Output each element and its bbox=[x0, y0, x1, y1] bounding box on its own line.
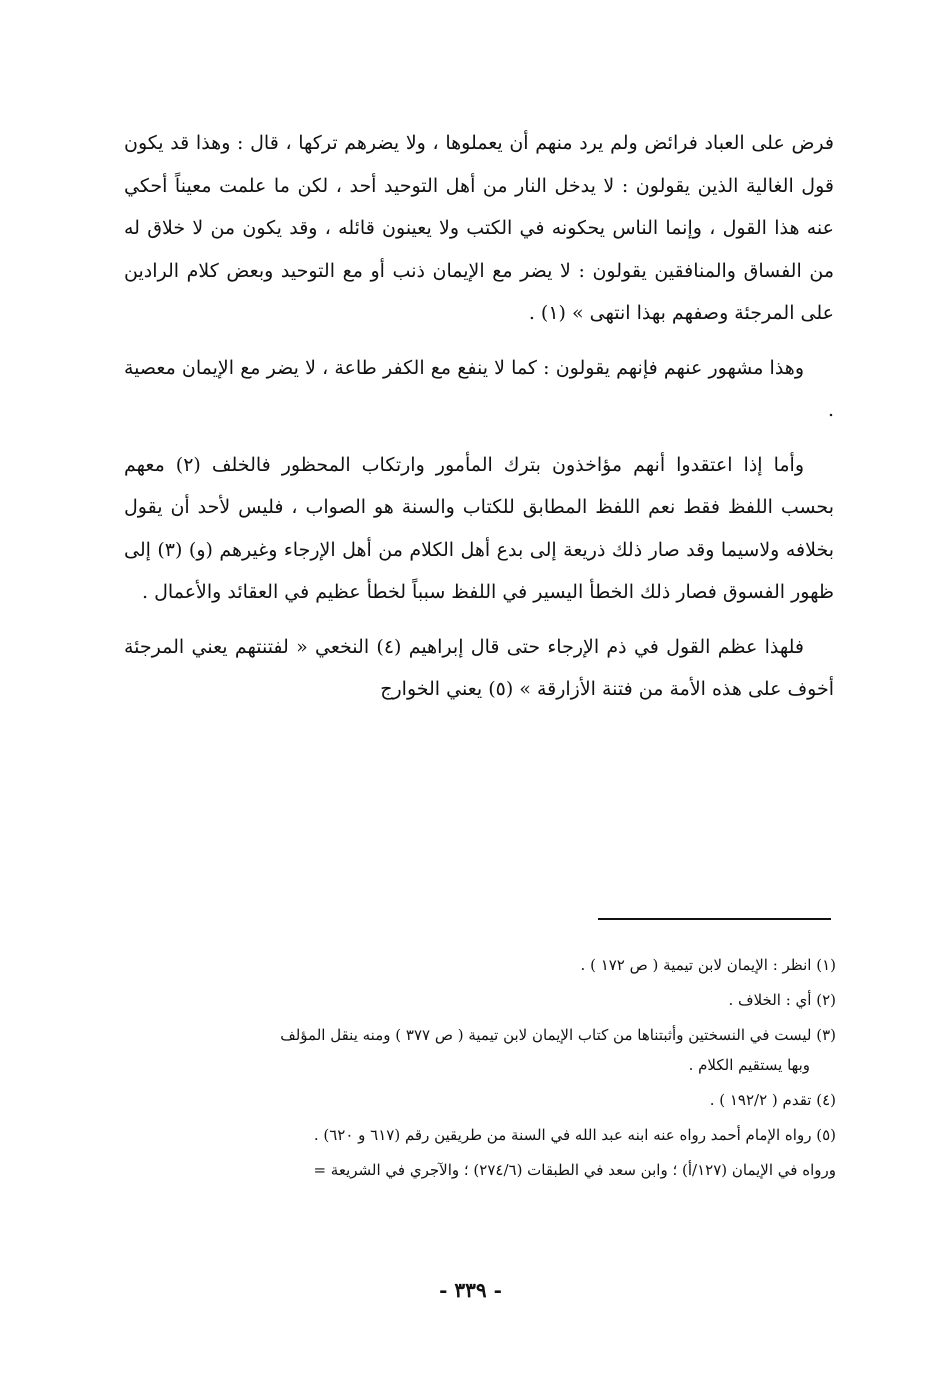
footnote-2: (٢) أي : الخلاف . bbox=[728, 991, 836, 1009]
footnote-5-continuation: ورواه في الإيمان (١٢٧/أ) ؛ وابن سعد في الطبقات (٢٧٤/٦) ؛ والآجري في الشريعة = bbox=[313, 1161, 836, 1179]
footnotes-section bbox=[124, 950, 836, 1190]
paragraph-1: فرض على العباد فرائض ولم يرد منهم أن يعملوها ، ولا يضرهم تركها ، قال : وهذا قد يكون قول الغالية الذين يقولون : لا يدخل النار من أهل التوحيد أحد ، لكن ما علمت معيناً أحكي عنه هذا القول ، وإنما الناس يحكونه في الكتب ولا يعينون قائله ، وقد يكون من لا خلاق له من الفساق والمنافقين يقولون : لا يضر مع الإيمان ذنب أو مع التوحيد وبعض كلام الرادين على المرجئة وصفهم بهذا انتهى » (١) . bbox=[124, 132, 834, 324]
main-text-body bbox=[124, 122, 834, 723]
page-number: - ٣٣٩ - bbox=[439, 1278, 502, 1302]
footnote-3: (٣) ليست في النسختين وأثبتناها من كتاب الإيمان لابن تيمية ( ص ٣٧٧ ) ومنه ينقل المؤلف bbox=[280, 1026, 836, 1044]
footnote-5: (٥) رواه الإمام أحمد رواه عنه ابنه عبد الله في السنة من طريقين رقم (٦١٧ و ٦٢٠) . bbox=[313, 1126, 836, 1144]
footnote-3-continuation: وبها يستقيم الكلام . bbox=[688, 1056, 810, 1074]
footnote-4: (٤) تقدم ( ١٩٢/٢ ) . bbox=[709, 1091, 836, 1109]
paragraph-2: وهذا مشهور عنهم فإنهم يقولون : كما لا ينفع مع الكفر طاعة ، لا يضر مع الإيمان معصية . bbox=[124, 356, 834, 421]
footnote-1: (١) انظر : الإيمان لابن تيمية ( ص ١٧٢ ) . bbox=[580, 956, 836, 974]
paragraph-4: فلهذا عظم القول في ذم الإرجاء حتى قال إبراهيم (٤) النخعي « لفتنتهم يعني المرجئة أخوف على هذه الأمة من فتنة الأزارقة » (٥) يعني الخوارج bbox=[124, 635, 834, 700]
paragraph-3: وأما إذا اعتقدوا أنهم مؤاخذون بترك المأمور وارتكاب المحظور فالخلف (٢) معهم بحسب اللفظ فقط نعم اللفظ المطابق للكتاب والسنة هو الصواب ، فليس لأحد أن يقول بخلافه ولاسيما وقد صار ذلك ذريعة إلى بدع أهل الكلام من أهل الإرجاء وغيرهم (و) (٣) إلى ظهور الفسوق فصار ذلك الخطأ اليسير في اللفظ سبباً لخطأ عظيم في العقائد والأعمال . bbox=[124, 453, 834, 603]
footnote-divider bbox=[598, 918, 831, 920]
